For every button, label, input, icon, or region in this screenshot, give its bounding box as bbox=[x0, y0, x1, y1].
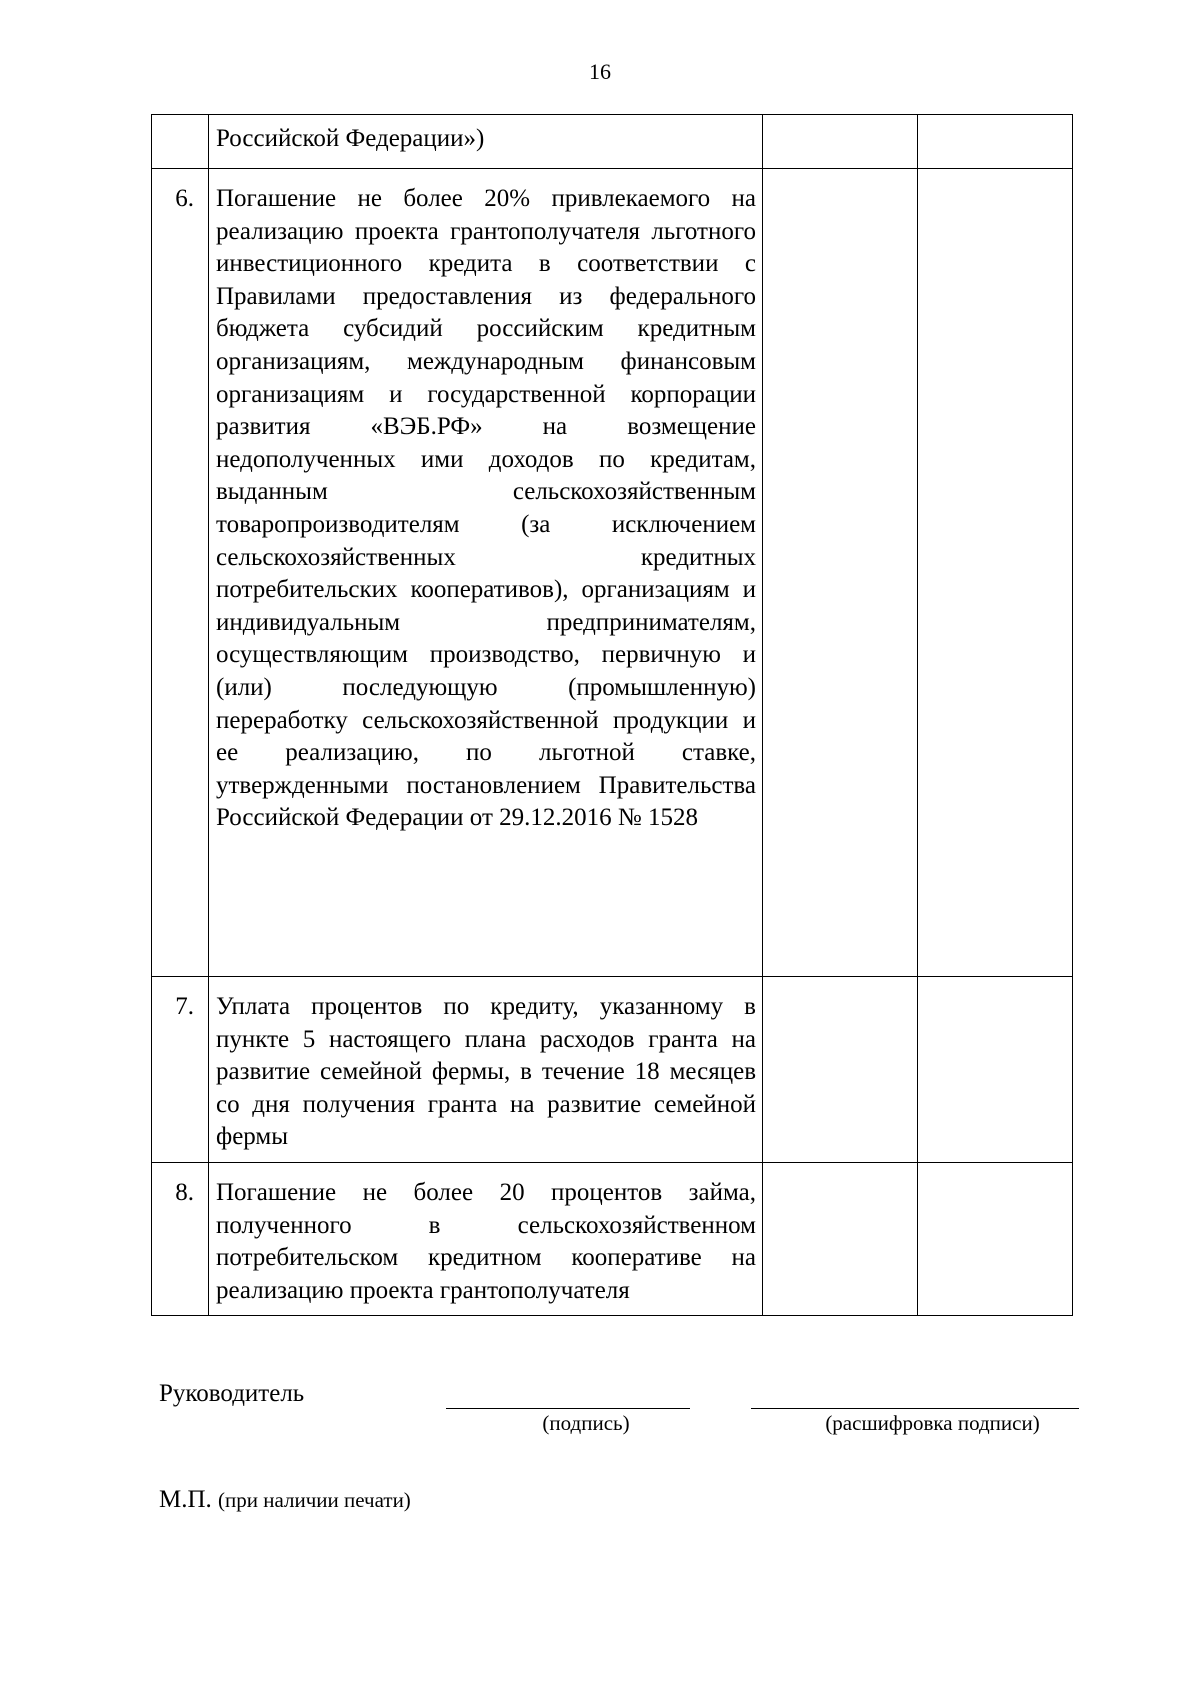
row-number: 8. bbox=[152, 1162, 209, 1315]
signature-decode-caption: (расшифровка подписи) bbox=[825, 1411, 1040, 1435]
table-row bbox=[152, 1162, 1073, 1315]
row-number: 6. bbox=[152, 169, 209, 977]
empty-cell bbox=[763, 169, 918, 977]
signature-line bbox=[446, 1408, 690, 1409]
empty-cell bbox=[763, 977, 918, 1163]
table-row bbox=[152, 169, 1073, 977]
expense-plan-table bbox=[151, 114, 1073, 1316]
row-description: Погашение не более 20% привлекаемого на реализацию проекта грантополучателя льготного инвестиционного кредита в соответствии с Правилами предоставления из федерального бюджета субсидий российским кредитным организациям, международным финансовым организациям и государственной корпорации развития «ВЭБ.РФ» на возмещение недополученных ими доходов по кредитам, выданным сельскохозяйственным товаропроизводителям (за исключением сельскохозяйственных кредитных потребительских кооперативов), организациям и индивидуальным предпринимателям, осуществляющим производство, первичную и (или) последующую (промышленную) переработку сельскохозяйственной продукции и ее реализацию, по льготной ставке, утвержденными постановлением Правительства Российской Федерации от 29.12.2016 № 1528 bbox=[209, 169, 763, 977]
row-description: Уплата процентов по кредиту, указанному в пункте 5 настоящего плана расходов гранта на развитие семейной фермы, в течение 18 месяцев со дня получения гранта на развитие семейной фермы bbox=[209, 977, 763, 1163]
empty-cell bbox=[918, 1162, 1073, 1315]
table-row bbox=[152, 977, 1073, 1163]
empty-cell bbox=[918, 169, 1073, 977]
stamp-condition: (при наличии печати) bbox=[218, 1488, 411, 1512]
row-description: Погашение не более 20 процентов займа, полученного в сельскохозяйственном потребительском кредитном кооперативе на реализацию проекта грантополучателя bbox=[209, 1162, 763, 1315]
empty-cell bbox=[763, 1162, 918, 1315]
signature-decode-line bbox=[751, 1408, 1079, 1409]
row-number bbox=[152, 115, 209, 169]
empty-cell bbox=[918, 977, 1073, 1163]
empty-cell bbox=[918, 115, 1073, 169]
stamp-note bbox=[159, 1485, 411, 1515]
table-row bbox=[152, 115, 1073, 169]
empty-cell bbox=[763, 115, 918, 169]
stamp-label: М.П. bbox=[159, 1486, 212, 1513]
row-description: Российской Федерации») bbox=[209, 115, 763, 169]
row-number: 7. bbox=[152, 977, 209, 1163]
page-number: 16 bbox=[589, 59, 611, 84]
role-label: Руководитель bbox=[159, 1380, 305, 1407]
signature-caption: (подпись) bbox=[542, 1411, 630, 1435]
